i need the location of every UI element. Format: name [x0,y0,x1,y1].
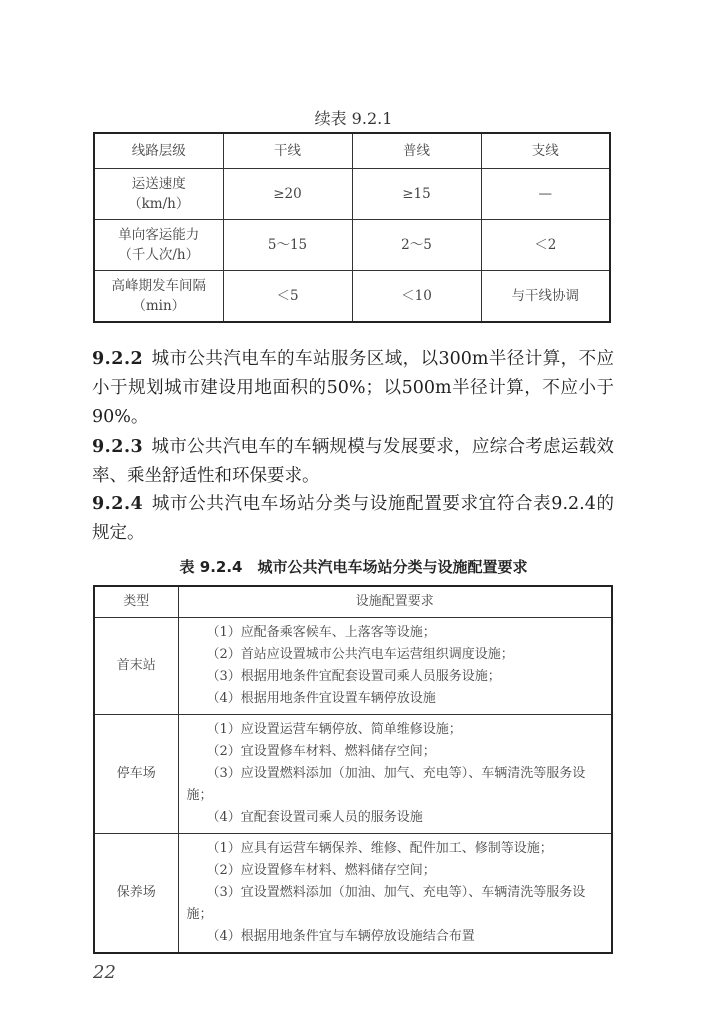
table-cell: ＜10 [352,271,481,323]
requirement-item: （3）宜设置燃料添加（加油、加气、充电等）、车辆清洗等服务设施； [186,885,586,922]
row-label [94,169,223,220]
table-header-cell: 设施配置要求 [178,586,612,618]
table-row [94,271,610,323]
row-label-unit: （千人次/h） [118,247,200,263]
station-type: 保养场 [94,834,178,954]
table2-caption: 表 9.2.4 城市公共汽电车场站分类与设施配置要求 [179,558,528,576]
row-label-unit: （km/h） [128,196,190,212]
table-row [94,169,610,220]
clause-number: 9.2.2 [92,349,144,369]
row-label-line: 高峰期发车间隔 [111,278,206,294]
page-number: 22 [93,962,116,983]
requirement-item: （1）应配备乘客候车、上落客等设施； [206,625,436,640]
clause-text: 城市公共汽电车的车站服务区域，以300m半径计算，不应小于规划城市建设用地面积的50%；以500m半径计算，不应小于90%。 [92,349,614,427]
table-cell: 2～5 [352,220,481,271]
table-cell: 5～15 [223,220,352,271]
station-type: 停车场 [94,715,178,834]
table-cell: 与干线协调 [481,271,610,323]
clause-number: 9.2.3 [92,437,144,457]
requirement-item: （2）首站应设置城市公共汽电车运营组织调度设施； [206,647,514,662]
row-label [94,220,223,271]
bus-line-level-table [93,132,611,323]
table-cell: ＜5 [223,271,352,323]
table-cell: — [481,169,610,220]
table-header-row [94,586,612,618]
table-row [94,834,612,954]
clause-number: 9.2.4 [92,494,144,514]
requirement-item: （4）根据用地条件宜与车辆停放设施结合布置 [206,929,475,944]
table-row [94,618,612,715]
clause-9-2-4 [92,490,614,548]
clause-9-2-3 [92,433,614,491]
table-cell: ≥20 [223,169,352,220]
table-row [94,220,610,271]
requirement-item: （1）应具有运营车辆保养、维修、配件加工、修制等设施； [206,841,553,856]
requirement-list [178,715,612,834]
row-label-line: 单向客运能力 [118,227,200,243]
requirement-item: （4）根据用地条件宜设置车辆停放设施 [206,691,436,706]
table-cell: ＜2 [481,220,610,271]
table-header-cell: 干线 [223,133,352,169]
clause-text: 城市公共汽电车场站分类与设施配置要求宜符合表9.2.4的规定。 [92,494,614,543]
table1-caption: 续表 9.2.1 [314,109,393,128]
table-header-cell: 普线 [352,133,481,169]
row-label-unit: （min） [132,298,186,314]
requirement-item: （3）应设置燃料添加（加油、加气、充电等）、车辆清洗等服务设施； [186,766,586,803]
table-header-cell: 支线 [481,133,610,169]
requirement-item: （1）应设置运营车辆停放、简单维修设施； [206,722,462,737]
requirement-list [178,834,612,954]
table-row [94,715,612,834]
table-header-row [94,133,610,169]
requirement-item: （4）宜配套设置司乘人员的服务设施 [206,810,423,825]
clause-text: 城市公共汽电车的车辆规模与发展要求，应综合考虑运载效率、乘坐舒适性和环保要求。 [92,437,614,486]
table-header-cell: 类型 [94,586,178,618]
clause-9-2-2 [92,345,614,432]
station-facility-table [93,585,613,954]
table-header-cell: 线路层级 [94,133,223,169]
requirement-item: （3）根据用地条件宜配套设置司乘人员服务设施； [206,669,501,684]
requirement-item: （2）宜设置修车材料、燃料储存空间； [206,744,436,759]
row-label [94,271,223,323]
row-label-line: 运送速度 [131,176,186,192]
table-cell: ≥15 [352,169,481,220]
requirement-list [178,618,612,715]
requirement-item: （2）应设置修车材料、燃料储存空间； [206,863,436,878]
station-type: 首末站 [94,618,178,715]
